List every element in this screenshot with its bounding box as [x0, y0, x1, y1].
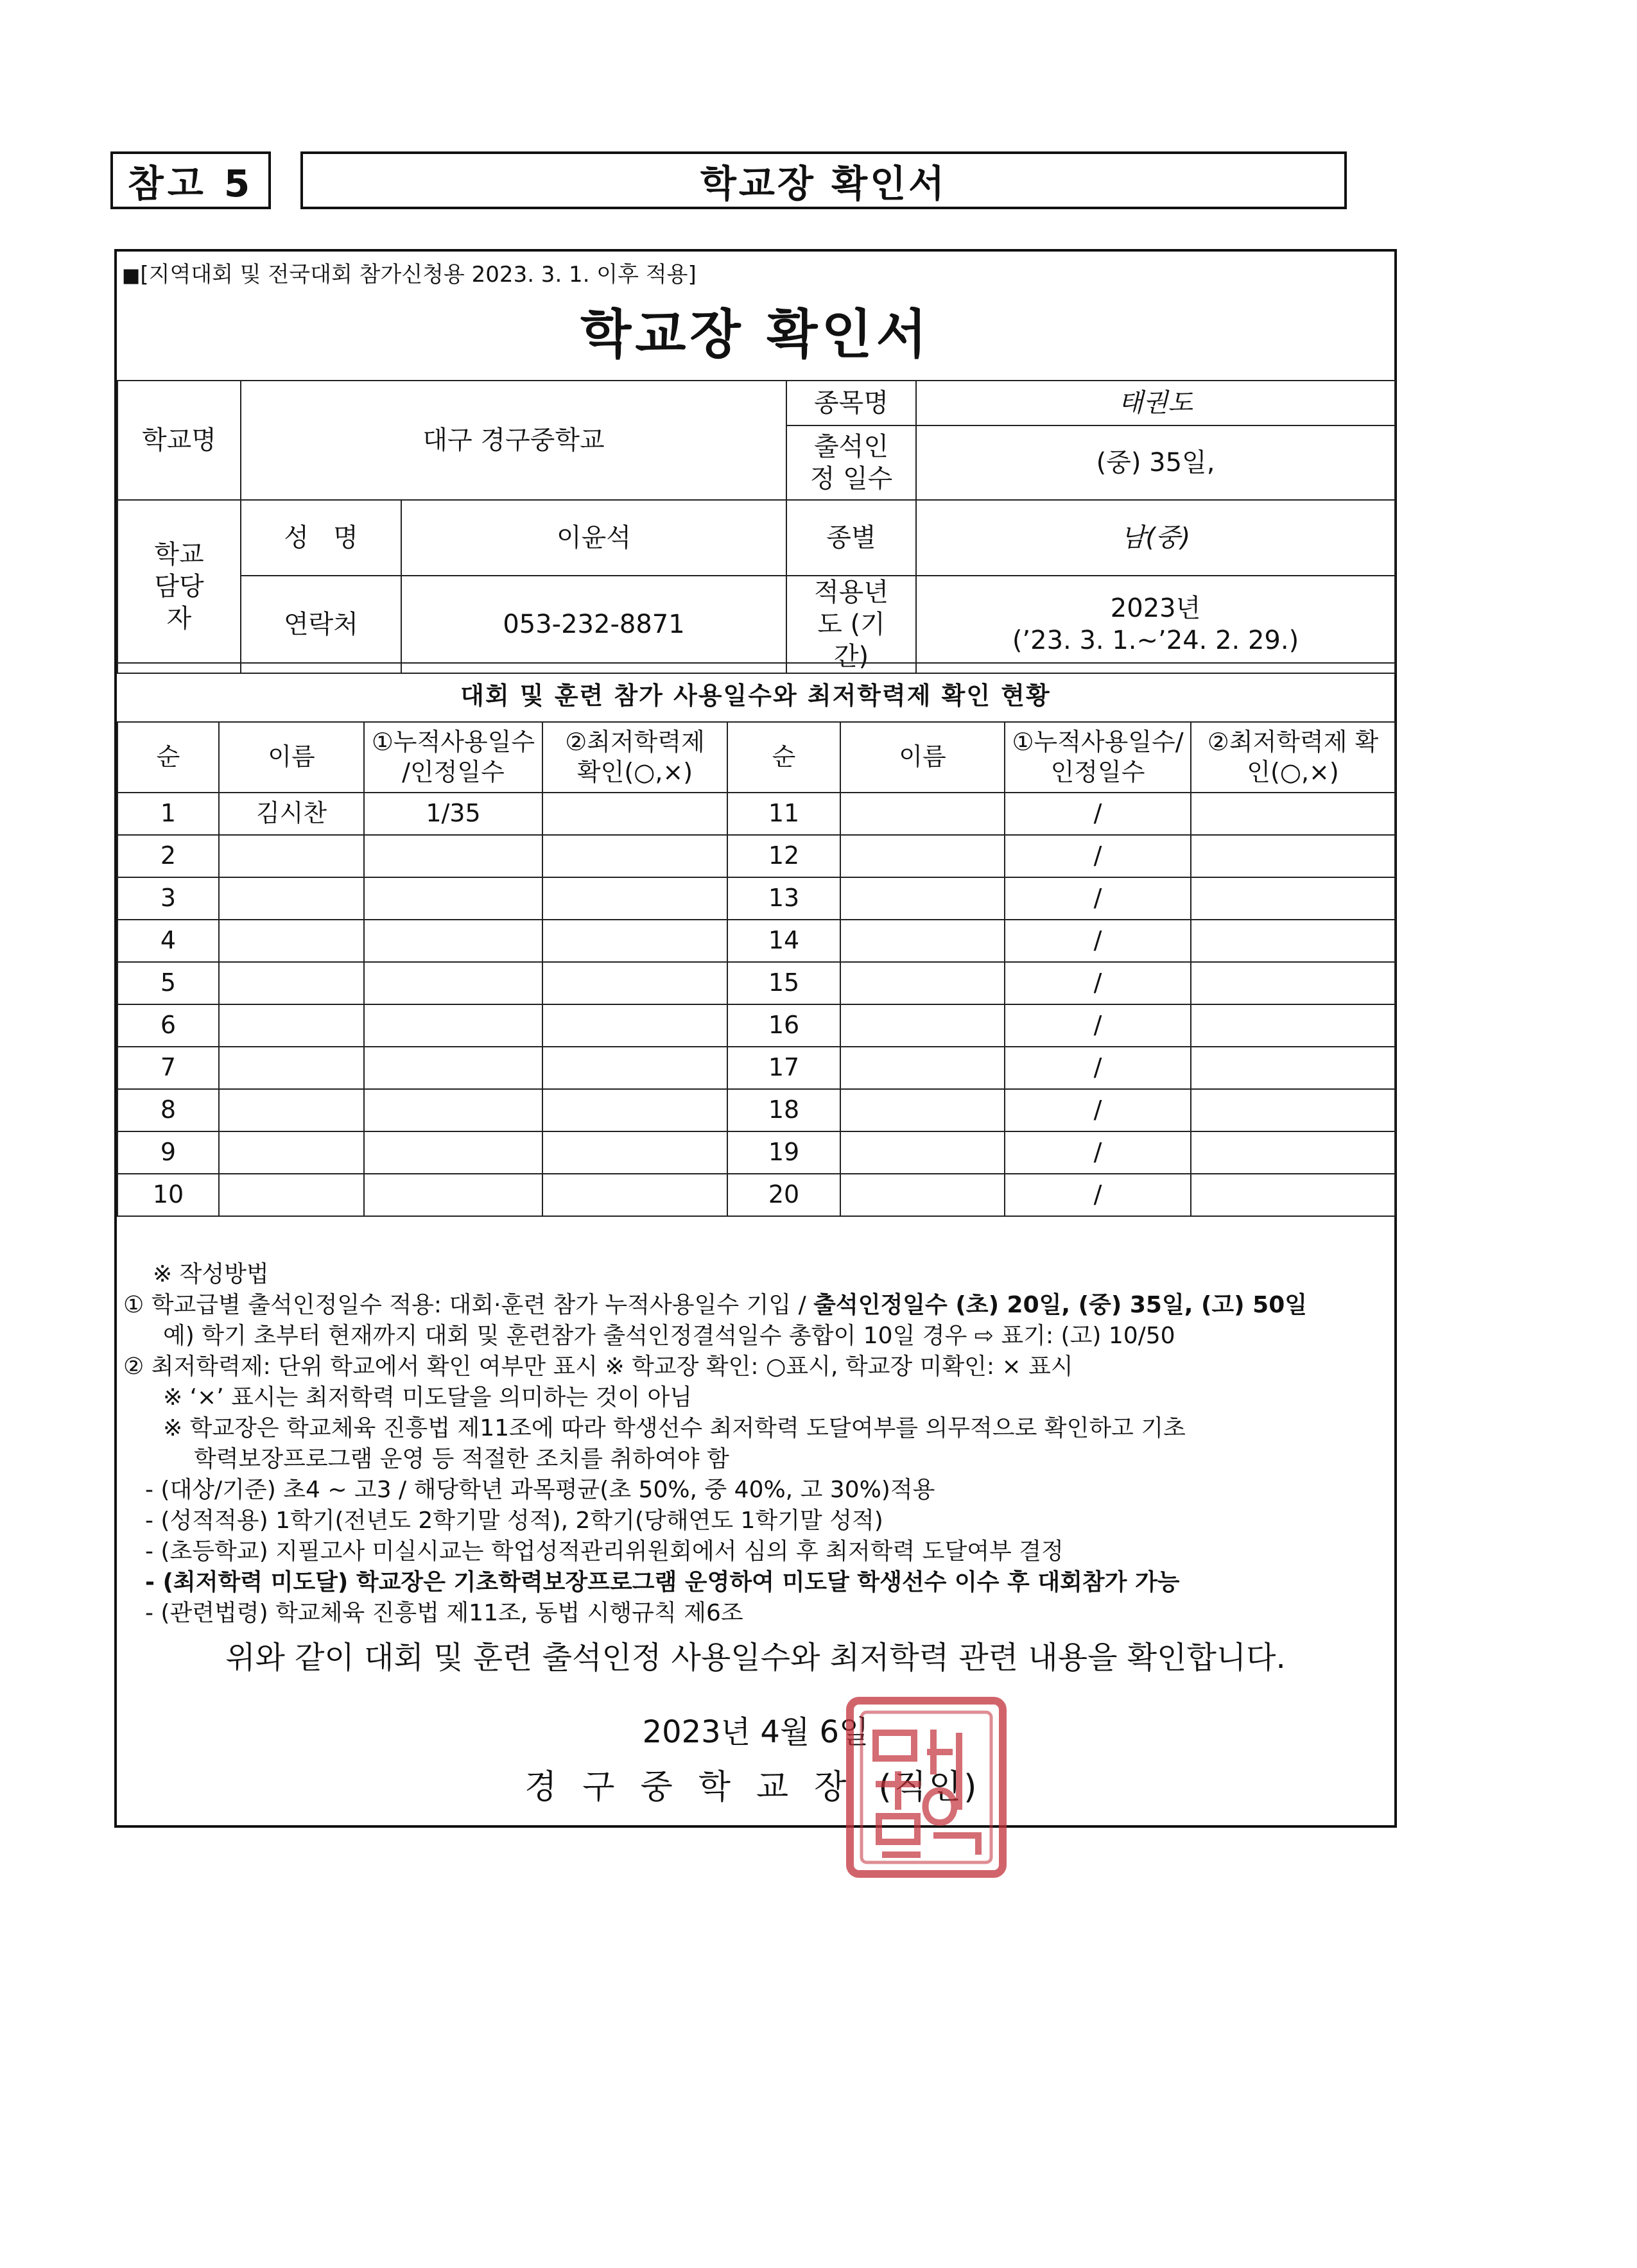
row-check	[542, 1004, 727, 1047]
row-name	[219, 1047, 364, 1089]
row-days: /	[1005, 877, 1191, 920]
row-check	[1191, 1089, 1395, 1131]
row-days	[364, 835, 542, 877]
row-number: 15	[727, 962, 840, 1004]
row-check	[542, 877, 727, 920]
year-label: 적용년도 (기간)	[786, 576, 916, 673]
row-name	[840, 877, 1005, 920]
row-days: /	[1005, 835, 1191, 877]
row-days: /	[1005, 1131, 1191, 1174]
school-label: 학교명	[117, 381, 241, 500]
header-no-right: 순	[727, 722, 840, 793]
official-seal-icon	[844, 1694, 1009, 1880]
row-name	[840, 920, 1005, 962]
row-number: 10	[117, 1174, 219, 1216]
notice-text: [지역대회 및 전국대회 참가신청용 2023. 3. 1. 이후 적용]	[140, 262, 697, 288]
name-value: 이윤석	[401, 500, 786, 576]
participation-table	[117, 721, 1396, 1217]
row-check	[1191, 1047, 1395, 1089]
header-days-right: ①누적사용일수/ 인정일수	[1005, 722, 1191, 793]
row-days: /	[1005, 1174, 1191, 1216]
instruction-emphasis: 출석인정일수 (초) 20일, (중) 35일, (고) 50일	[813, 1292, 1308, 1318]
period-value: (’23. 3. 1.~’24. 2. 29.)	[1012, 626, 1299, 655]
row-days: /	[1005, 1089, 1191, 1131]
row-name	[219, 962, 364, 1004]
table-row	[117, 793, 1395, 835]
row-name	[219, 1004, 364, 1047]
date: 2023년 4월 6일	[642, 1714, 869, 1750]
row-check	[1191, 835, 1395, 877]
gender-label: 종별	[786, 500, 916, 576]
square-bullet-icon: ■	[122, 264, 141, 287]
form-title: 학교장 확인서	[580, 304, 931, 365]
header-name: 이름	[219, 722, 364, 793]
header-check-right: ②최저학력제 확인(○,×)	[1191, 722, 1395, 793]
row-number: 6	[117, 1004, 219, 1047]
instruction-line: - (대상/기준) 초4 ~ 고3 / 해당학년 과목평균(초 50%, 중 40%, 고 30%)적용	[145, 1477, 935, 1503]
row-name	[840, 1047, 1005, 1089]
row-check	[542, 1089, 727, 1131]
row-days	[364, 1089, 542, 1131]
sport-value: 태권도	[916, 381, 1395, 425]
table-row	[117, 920, 1395, 962]
manager-label: 학교 담당자	[117, 500, 241, 673]
table-row	[117, 1174, 1395, 1216]
table-row	[117, 1004, 1395, 1047]
row-days	[364, 1047, 542, 1089]
row-check	[1191, 920, 1395, 962]
table-row	[117, 877, 1395, 920]
row-number: 20	[727, 1174, 840, 1216]
days-value: (중) 35일,	[916, 425, 1395, 500]
confirmation-form	[114, 249, 1397, 1828]
row-check	[542, 1131, 727, 1174]
instruction-line: ② 최저학력제: 단위 학교에서 확인 여부만 표시 ※ 학교장 확인: ○표시, 학교장 미확인: × 표시	[123, 1353, 1073, 1380]
year-cell	[916, 576, 1395, 673]
notice-line	[122, 257, 697, 288]
principal-name: 경구중학교장	[524, 1768, 872, 1807]
header-name-right: 이름	[840, 722, 1005, 793]
row-number: 16	[727, 1004, 840, 1047]
instruction-line: ※ ‘×’ 표시는 최저학력 미도달을 의미하는 것이 아님	[163, 1384, 693, 1411]
row-name	[840, 1174, 1005, 1216]
table-row	[117, 835, 1395, 877]
row-check	[542, 835, 727, 877]
sport-label: 종목명	[786, 381, 916, 425]
table-row	[117, 1047, 1395, 1089]
row-number: 18	[727, 1089, 840, 1131]
contact-value: 053-232-8871	[401, 576, 786, 673]
row-name	[219, 835, 364, 877]
row-name	[840, 1004, 1005, 1047]
list-title: 대회 및 훈련 참가 사용일수와 최저학력제 확인 현황	[117, 662, 1394, 723]
header-check: ②최저학력제 확인(○,×)	[542, 722, 727, 793]
row-days	[364, 877, 542, 920]
instruction-line: - (성적적용) 1학기(전년도 2학기말 성적), 2학기(당해연도 1학기말 성적)	[145, 1508, 883, 1534]
row-number: 5	[117, 962, 219, 1004]
row-name: 김시찬	[219, 793, 364, 835]
row-check	[542, 962, 727, 1004]
row-days	[364, 1174, 542, 1216]
gender-value: 남(중)	[916, 500, 1395, 576]
row-number: 1	[117, 793, 219, 835]
row-number: 4	[117, 920, 219, 962]
row-days: /	[1005, 920, 1191, 962]
days-label: 출석인정 일수	[786, 425, 916, 500]
year-value: 2023년	[1110, 594, 1201, 623]
instruction-line	[123, 1290, 1388, 1321]
row-number: 3	[117, 877, 219, 920]
row-number: 9	[117, 1131, 219, 1174]
row-days: /	[1005, 1047, 1191, 1089]
row-days: 1/35	[364, 793, 542, 835]
confirmation-text: 위와 같이 대회 및 훈련 출석인정 사용일수와 최저학력 관련 내용을 확인합니다.	[225, 1640, 1286, 1676]
row-days: /	[1005, 962, 1191, 1004]
header-days: ①누적사용일수 /인정일수	[364, 722, 542, 793]
instruction-line: - (초등학교) 지필고사 미실시교는 학업성적관리위원회에서 심의 후 최저학력 도달여부 결정	[145, 1538, 1064, 1565]
table-row	[117, 1089, 1395, 1131]
instruction-line: - (최저학력 미도달) 학교장은 기초학력보장프로그램 운영하여 미도달 학생선수 이수 후 대회참가 가능	[145, 1569, 1180, 1595]
instruction-line: 예) 학기 초부터 현재까지 대회 및 훈련참가 출석인정결석일수 총합이 10일 경우 ⇨ 표기: (고) 10/50	[163, 1323, 1175, 1349]
row-name	[840, 835, 1005, 877]
row-name	[840, 962, 1005, 1004]
name-label: 성 명	[241, 500, 401, 576]
row-number: 11	[727, 793, 840, 835]
row-days	[364, 1131, 542, 1174]
row-name	[219, 1131, 364, 1174]
row-number: 2	[117, 835, 219, 877]
instructions	[123, 1259, 1388, 1629]
row-check	[1191, 877, 1395, 920]
row-days	[364, 1004, 542, 1047]
row-check	[542, 1047, 727, 1089]
instruction-line: - (관련법령) 학교체육 진흥법 제11조, 동법 시행규칙 제6조	[145, 1600, 743, 1626]
row-name	[840, 1089, 1005, 1131]
row-number: 7	[117, 1047, 219, 1089]
row-days: /	[1005, 1004, 1191, 1047]
row-check	[542, 920, 727, 962]
row-check	[1191, 1174, 1395, 1216]
school-value: 대구 경구중학교	[241, 381, 786, 500]
instructions-title: ※ 작성방법	[153, 1261, 269, 1287]
instruction-line: ※ 학교장은 학교체육 진흥법 제11조에 따라 학생선수 최저학력 도달여부를 의무적으로 확인하고 기초	[163, 1415, 1186, 1441]
table-row	[117, 1131, 1395, 1174]
row-check	[1191, 1004, 1395, 1047]
instruction-line: 학력보장프로그램 운영 등 적절한 조치를 취하여야 함	[194, 1446, 729, 1472]
contact-label: 연락처	[241, 576, 401, 673]
row-check	[542, 1174, 727, 1216]
row-days: /	[1005, 793, 1191, 835]
row-name	[840, 1131, 1005, 1174]
row-check	[1191, 793, 1395, 835]
row-number: 8	[117, 1089, 219, 1131]
reference-label: 참고 5	[110, 151, 271, 209]
signature-label: (직인)	[878, 1768, 980, 1807]
row-number: 19	[727, 1131, 840, 1174]
row-number: 17	[727, 1047, 840, 1089]
row-check	[1191, 962, 1395, 1004]
row-days	[364, 962, 542, 1004]
row-name	[219, 1089, 364, 1131]
row-name	[219, 920, 364, 962]
row-name	[840, 793, 1005, 835]
row-days	[364, 920, 542, 962]
header-title: 학교장 확인서	[300, 151, 1347, 209]
instruction-text: ① 학교급별 출석인정일수 적용: 대회·훈련 참가 누적사용일수 기입 /	[123, 1292, 814, 1318]
row-check	[1191, 1131, 1395, 1174]
row-number: 14	[727, 920, 840, 962]
row-check	[542, 793, 727, 835]
header-no: 순	[117, 722, 219, 793]
info-table	[117, 380, 1396, 674]
table-row	[117, 962, 1395, 1004]
row-number: 13	[727, 877, 840, 920]
row-name	[219, 1174, 364, 1216]
row-name	[219, 877, 364, 920]
row-number: 12	[727, 835, 840, 877]
